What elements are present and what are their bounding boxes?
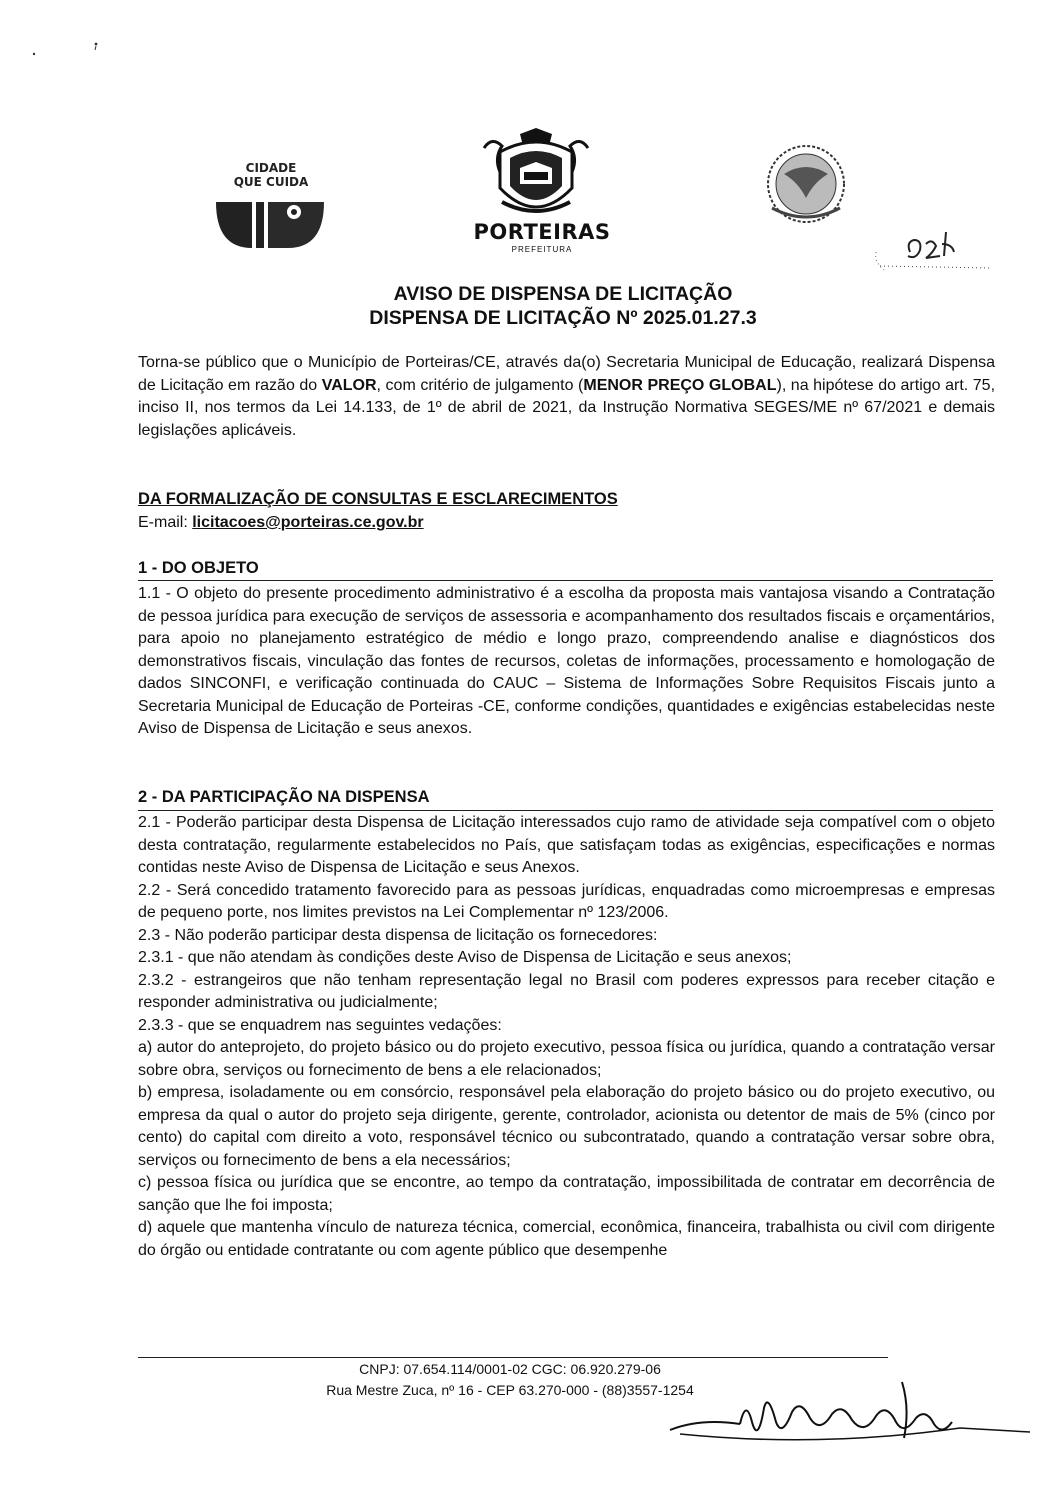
scan-specks [28,36,108,66]
intro-text-3: ), na hipótese do artigo art. 75, inciso II, nos termos da Lei 14.133, de 1º de abril de 2021, da Instrução Normativa SEGES/ME nº 67/2021 e demais legislações aplicáveis. [138,376,996,439]
email-label: E-mail: [138,514,193,531]
list-item: 2.1 - Poderão participar desta Dispensa de Licitação interessados cujo ramo de atividade seja compatível com o objeto desta contratação, regularmente estabelecidos no País, que satisfaçam todas as exigências, especificações e normas contidas neste Aviso de Dispensa de Licitação e seus Anexos. [138,814,995,876]
logo-left-line1: CIDADE [245,161,297,175]
list-item: 2.3.1 - que não atendam às condições deste Aviso de Dispensa de Licitação e seus anexos; [138,949,792,966]
intro-bold-criterio: MENOR PREÇO GLOBAL [583,376,777,394]
list-item: 2.3.2 - estrangeiros que não tenham representação legal no Brasil com poderes expressos para receber citação e responder administrativa ou judicialmente; [138,971,995,1011]
list-item: 2.2 - Será concedido tratamento favorecido para as pessoas jurídicas, enquadradas como microempresas e empresas de pequeno porte, nos limites previstos na Lei Complementar nº 123/2006. [138,881,995,921]
objeto-heading: 1 - DO OBJETO [138,559,259,577]
list-item: a) autor do anteprojeto, do projeto básico ou do projeto executivo, pessoa física ou jurídica, quando a contratação versar sobre obra, serviços ou fornecimento de bens a ele relacionados; [138,1039,995,1079]
brand-name: PORTEIRAS [473,220,611,244]
objeto-paragraph: 1.1 - O objeto do presente procedimento administrativo é a escolha da proposta mais vantajosa visando a Contratação de pessoa jurídica para execução de serviços de assessoria e acompanhamento dos resultados fiscais e orçamentários, para apoio no planejamento estratégico de médio e longo prazo, compreendendo analise e diagnósticos dos demonstrativos fiscais, vinculação das fontes de recursos, coletas de informações, processamento e homologação de dados SINCONFI, e verificação continuada do CAUC – Sistema de Informações Sobre Requisitos Fiscais junto a Secretaria Municipal de Educação de Porteiras -CE, conforme condições, quantidades e exigências estabelecidas neste Aviso de Dispensa de Licitação e seus anexos. [138,585,995,737]
document-subtitle: DISPENSA DE LICITAÇÃO Nº 2025.01.27.3 [369,307,757,329]
porteiras-coat-of-arms [480,128,592,228]
participacao-rule [138,810,993,811]
intro-text-1: Torna-se público que o Município de Porteiras/CE, através da(o) Secretaria Municipal de Educação, realizará Dispensa de Licitação em razão do [138,354,995,394]
participacao-heading: 2 - DA PARTICIPAÇÃO NA DISPENSA [138,788,430,806]
list-item: 2.3 - Não poderão participar desta dispensa de licitação os fornecedores: [138,926,658,944]
consultas-email-line [138,512,995,535]
participacao-list [138,812,995,1262]
logo-left-line2: QUE CUIDA [233,175,309,189]
list-item: c) pessoa física ou jurídica que se encontre, ao tempo da contratação, impossibilitada de contratar em decorrência de sanção que lhe foi imposta; [138,1174,995,1214]
footer-address: Rua Mestre Zuca, nº 16 - CEP 63.270-000 - (88)3557-1254 [326,1382,694,1398]
intro-paragraph [138,352,995,442]
consultas-heading: DA FORMALIZAÇÃO DE CONSULTAS E ESCLARECIMENTOS [138,490,618,508]
intro-text-2: , com critério de julgamento ( [376,376,584,394]
objeto-rule [138,580,993,581]
handwritten-page-mark [870,222,1000,280]
list-item: b) empresa, isoladamente ou em consórcio, responsável pela elaboração do projeto básico ou do projeto executivo, ou empresa da qual o autor do projeto seja dirigente, gerente, controlador, acionista ou detentor de mais de 5% (cinco por cento) do capital com direito a voto, responsável técnico ou subcontratado, quando a contratação versar sobre obra, serviços ou fornecimento de bens a ela necessários; [138,1084,995,1169]
anniversary-seal-logo [754,142,858,226]
intro-bold-valor: VALOR [321,376,377,394]
handwritten-signature [660,1378,1040,1458]
document-title: AVISO DE DISPENSA DE LICITAÇÃO [393,283,733,305]
list-item: 2.3.3 - que se enquadrem nas seguintes vedações: [138,1016,502,1034]
cidade-que-cuida-logo [212,150,330,254]
footer-rule [138,1357,888,1358]
email-link[interactable]: licitacoes@porteiras.ce.gov.br [192,514,424,531]
brand-subtitle: PREFEITURA [511,245,573,254]
list-item: d) aquele que mantenha vínculo de natureza técnica, comercial, econômica, financeira, trabalhista ou civil com dirigente do órgão ou entidade contratante ou com agente público que desempenhe [138,1219,995,1259]
footer-cnpj: CNPJ: 07.654.114/0001-02 CGC: 06.920.279-06 [359,1361,661,1377]
